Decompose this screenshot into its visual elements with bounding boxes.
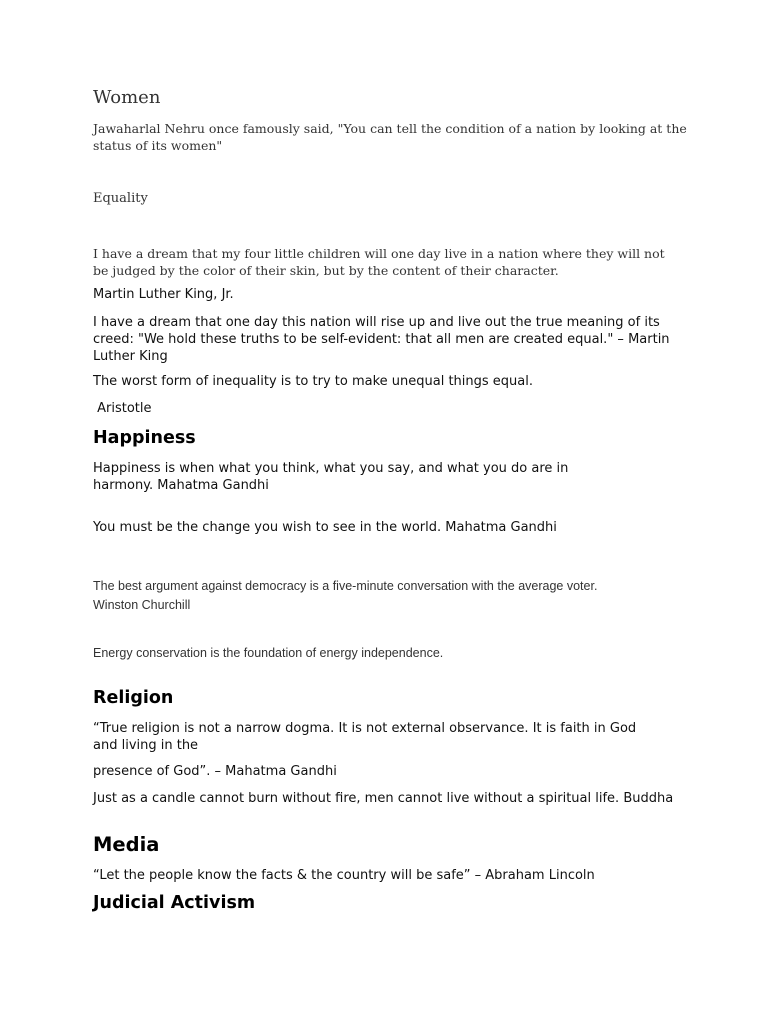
religion-quote-1-continued: presence of God”. – Mahatma Gandhi [93, 764, 337, 779]
judicial-activism-heading: Judicial Activism [93, 893, 256, 913]
equality-quote-3: The worst form of inequality is to try to make unequal things equal. [93, 374, 534, 389]
religion-heading: Religion [93, 688, 174, 708]
equality-quote-1: I have a dream that my four little children will one day live in a nation where they will not be judged by the color of their skin, but by the content of their character. [93, 246, 665, 278]
happiness-quote-2: You must be the change you wish to see in the world. Mahatma Gandhi [93, 520, 557, 535]
democracy-attribution: Winston Churchill [93, 598, 191, 612]
equality-quote-2: I have a dream that one day this nation will rise up and live out the true meaning of its creed: "We hold these truths to be self-evident: that all men are created equal." – Martin Luther King [93, 315, 670, 364]
religion-quote-2: Just as a candle cannot burn without fire, men cannot live without a spiritual life. Buddha [93, 791, 674, 806]
women-quote: Jawaharlal Nehru once famously said, "You can tell the condition of a nation by looking at the status of its women" [93, 121, 687, 153]
equality-heading: Equality [93, 191, 148, 206]
women-heading: Women [93, 87, 161, 108]
energy-quote: Energy conservation is the foundation of energy independence. [93, 646, 444, 660]
happiness-heading: Happiness [93, 428, 196, 448]
equality-attribution-3: Aristotle [93, 401, 152, 416]
media-heading: Media [93, 833, 160, 856]
media-quote: “Let the people know the facts & the country will be safe” – Abraham Lincoln [93, 868, 595, 883]
equality-attribution-1: Martin Luther King, Jr. [93, 287, 234, 302]
democracy-quote: The best argument against democracy is a five-minute conversation with the average voter. [93, 579, 598, 593]
happiness-quote-1: Happiness is when what you think, what you say, and what you do are in harmony. Mahatma Gandhi [93, 461, 569, 493]
religion-quote-1: “True religion is not a narrow dogma. It is not external observance. It is faith in God and living in the [93, 721, 637, 753]
